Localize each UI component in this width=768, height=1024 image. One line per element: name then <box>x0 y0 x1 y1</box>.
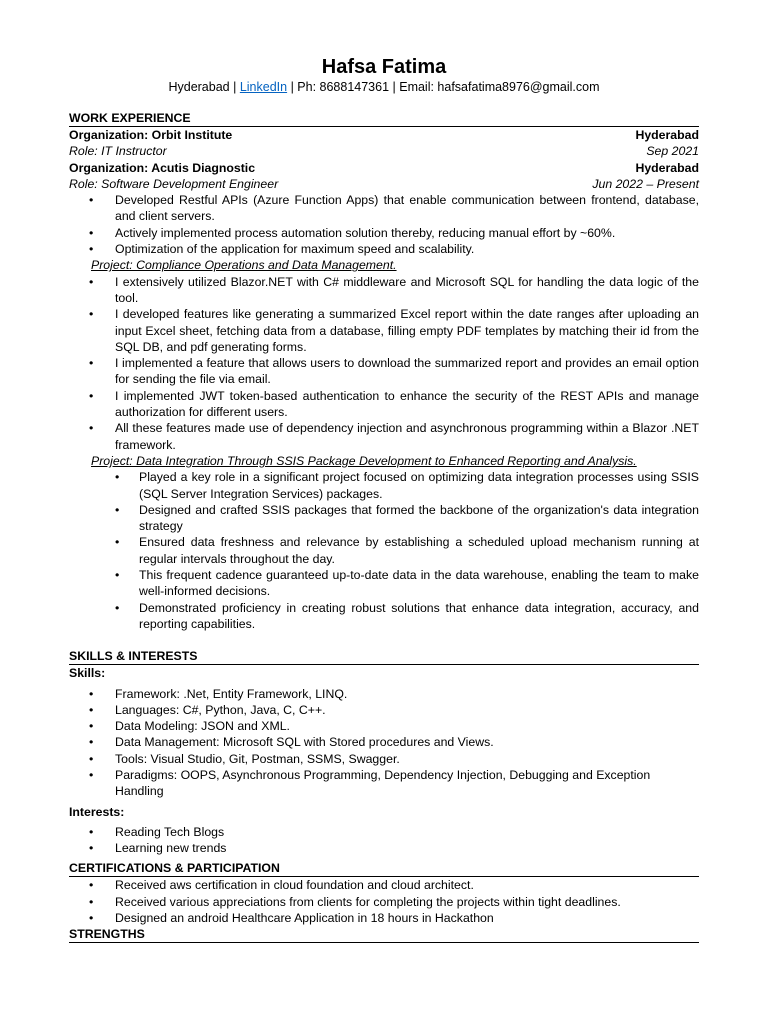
list-item: • Received aws certification in cloud foundation and cloud architect. <box>69 877 699 893</box>
work-experience-heading: WORK EXPERIENCE <box>69 110 699 127</box>
list-item: • Learning new trends <box>69 840 699 856</box>
list-item: • Tools: Visual Studio, Git, Postman, SSMS, Swagger. <box>69 751 699 767</box>
list-item: • This frequent cadence guaranteed up-to-date data in the data warehouse, enabling the team to make well-informed decisions. <box>69 567 699 600</box>
list-item: • Ensured data freshness and relevance by establishing a scheduled upload mechanism running at regular intervals throughout the day. <box>69 534 699 567</box>
list-item: • Optimization of the application for maximum speed and scalability. <box>69 241 699 257</box>
list-item: • Languages: C#, Python, Java, C, C++. <box>69 702 699 718</box>
list-item: • I extensively utilized Blazor.NET with C# middleware and Microsoft SQL for handling the data logic of the tool. <box>69 274 699 307</box>
role2-title: Role: Software Development Engineer <box>69 176 279 191</box>
list-item: • I developed features like generating a summarized Excel report within the date ranges after uploading an input Excel sheet, fetching data from a database, filling empty PDF templates by matching their id from the SQL DB, and pdf generating forms. <box>69 306 699 355</box>
certifications-heading: CERTIFICATIONS & PARTICIPATION <box>69 860 699 877</box>
project2-title: Project: Data Integration Through SSIS Package Development to Enhanced Reporting and Analysis. <box>91 453 637 468</box>
list-item: • Data Modeling: JSON and XML. <box>69 718 699 734</box>
role1-row <box>69 143 699 159</box>
project1-title: Project: Compliance Operations and Data Management. <box>91 258 397 273</box>
list-item: • All these features made use of dependency injection and asynchronous programming within a Blazor .NET framework. <box>69 420 699 453</box>
project2-bullets <box>69 469 699 632</box>
strengths-heading: STRENGTHS <box>69 926 699 943</box>
skills-heading: SKILLS & INTERESTS <box>69 648 699 665</box>
list-item: • Reading Tech Blogs <box>69 824 699 840</box>
list-item: • Data Management: Microsoft SQL with Stored procedures and Views. <box>69 734 699 750</box>
project1-bullets <box>69 274 699 453</box>
linkedin-link[interactable]: LinkedIn <box>239 80 288 94</box>
interests-label: Interests: <box>69 804 125 819</box>
role2-bullets <box>69 192 699 257</box>
list-item: • Designed and crafted SSIS packages that formed the backbone of the organization's data integration strategy <box>69 502 699 535</box>
list-item: • Framework: .Net, Entity Framework, LINQ. <box>69 686 699 702</box>
list-item: • I implemented JWT token-based authentication to enhance the security of the REST APIs and manage authorization for different users. <box>69 388 699 421</box>
org1-row <box>69 127 699 143</box>
candidate-name: Hafsa Fatima <box>321 56 447 78</box>
skills-list <box>69 686 699 800</box>
role1-date: Sep 2021 <box>646 144 699 159</box>
role2-row <box>69 176 699 192</box>
skills-label: Skills: <box>69 666 106 681</box>
contact-phone-email: | Ph: 8688147361 | Email: hafsafatima8976@gmail.com <box>287 80 600 94</box>
list-item: • Received various appreciations from clients for completing the projects within tight deadlines. <box>69 894 699 910</box>
org2-location: Hyderabad <box>635 160 699 175</box>
list-item: • Designed an android Healthcare Application in 18 hours in Hackathon <box>69 910 699 926</box>
list-item: • Played a key role in a significant project focused on optimizing data integration processes using SSIS (SQL Server Integration Services) packages. <box>69 469 699 502</box>
list-item: • I implemented a feature that allows users to download the summarized report and provides an email option for sending the file via email. <box>69 355 699 388</box>
contact-city: Hyderabad <box>168 80 230 94</box>
org2-row <box>69 160 699 176</box>
list-item: • Developed Restful APIs (Azure Function Apps) that enable communication between frontend, database, and client servers. <box>69 192 699 225</box>
resume-content <box>69 110 699 943</box>
org1-name: Organization: Orbit Institute <box>69 128 233 142</box>
list-item: • Demonstrated proficiency in creating robust solutions that enhance data integration, accuracy, and reporting capabilities. <box>69 600 699 633</box>
list-item: • Actively implemented process automation solution thereby, reducing manual effort by ~60%. <box>69 225 699 241</box>
contact-line <box>0 79 768 95</box>
role1-title: Role: IT Instructor <box>69 144 167 159</box>
role2-date: Jun 2022 – Present <box>592 176 699 191</box>
list-item: • Paradigms: OOPS, Asynchronous Programming, Dependency Injection, Debugging and Exception Handling <box>69 767 699 800</box>
section-spacer <box>69 632 699 648</box>
org2-name: Organization: Acutis Diagnostic <box>69 160 256 175</box>
contact-separator: | <box>229 80 240 94</box>
interests-list <box>69 824 699 857</box>
org1-location: Hyderabad <box>635 128 699 142</box>
certifications-list <box>69 877 699 926</box>
